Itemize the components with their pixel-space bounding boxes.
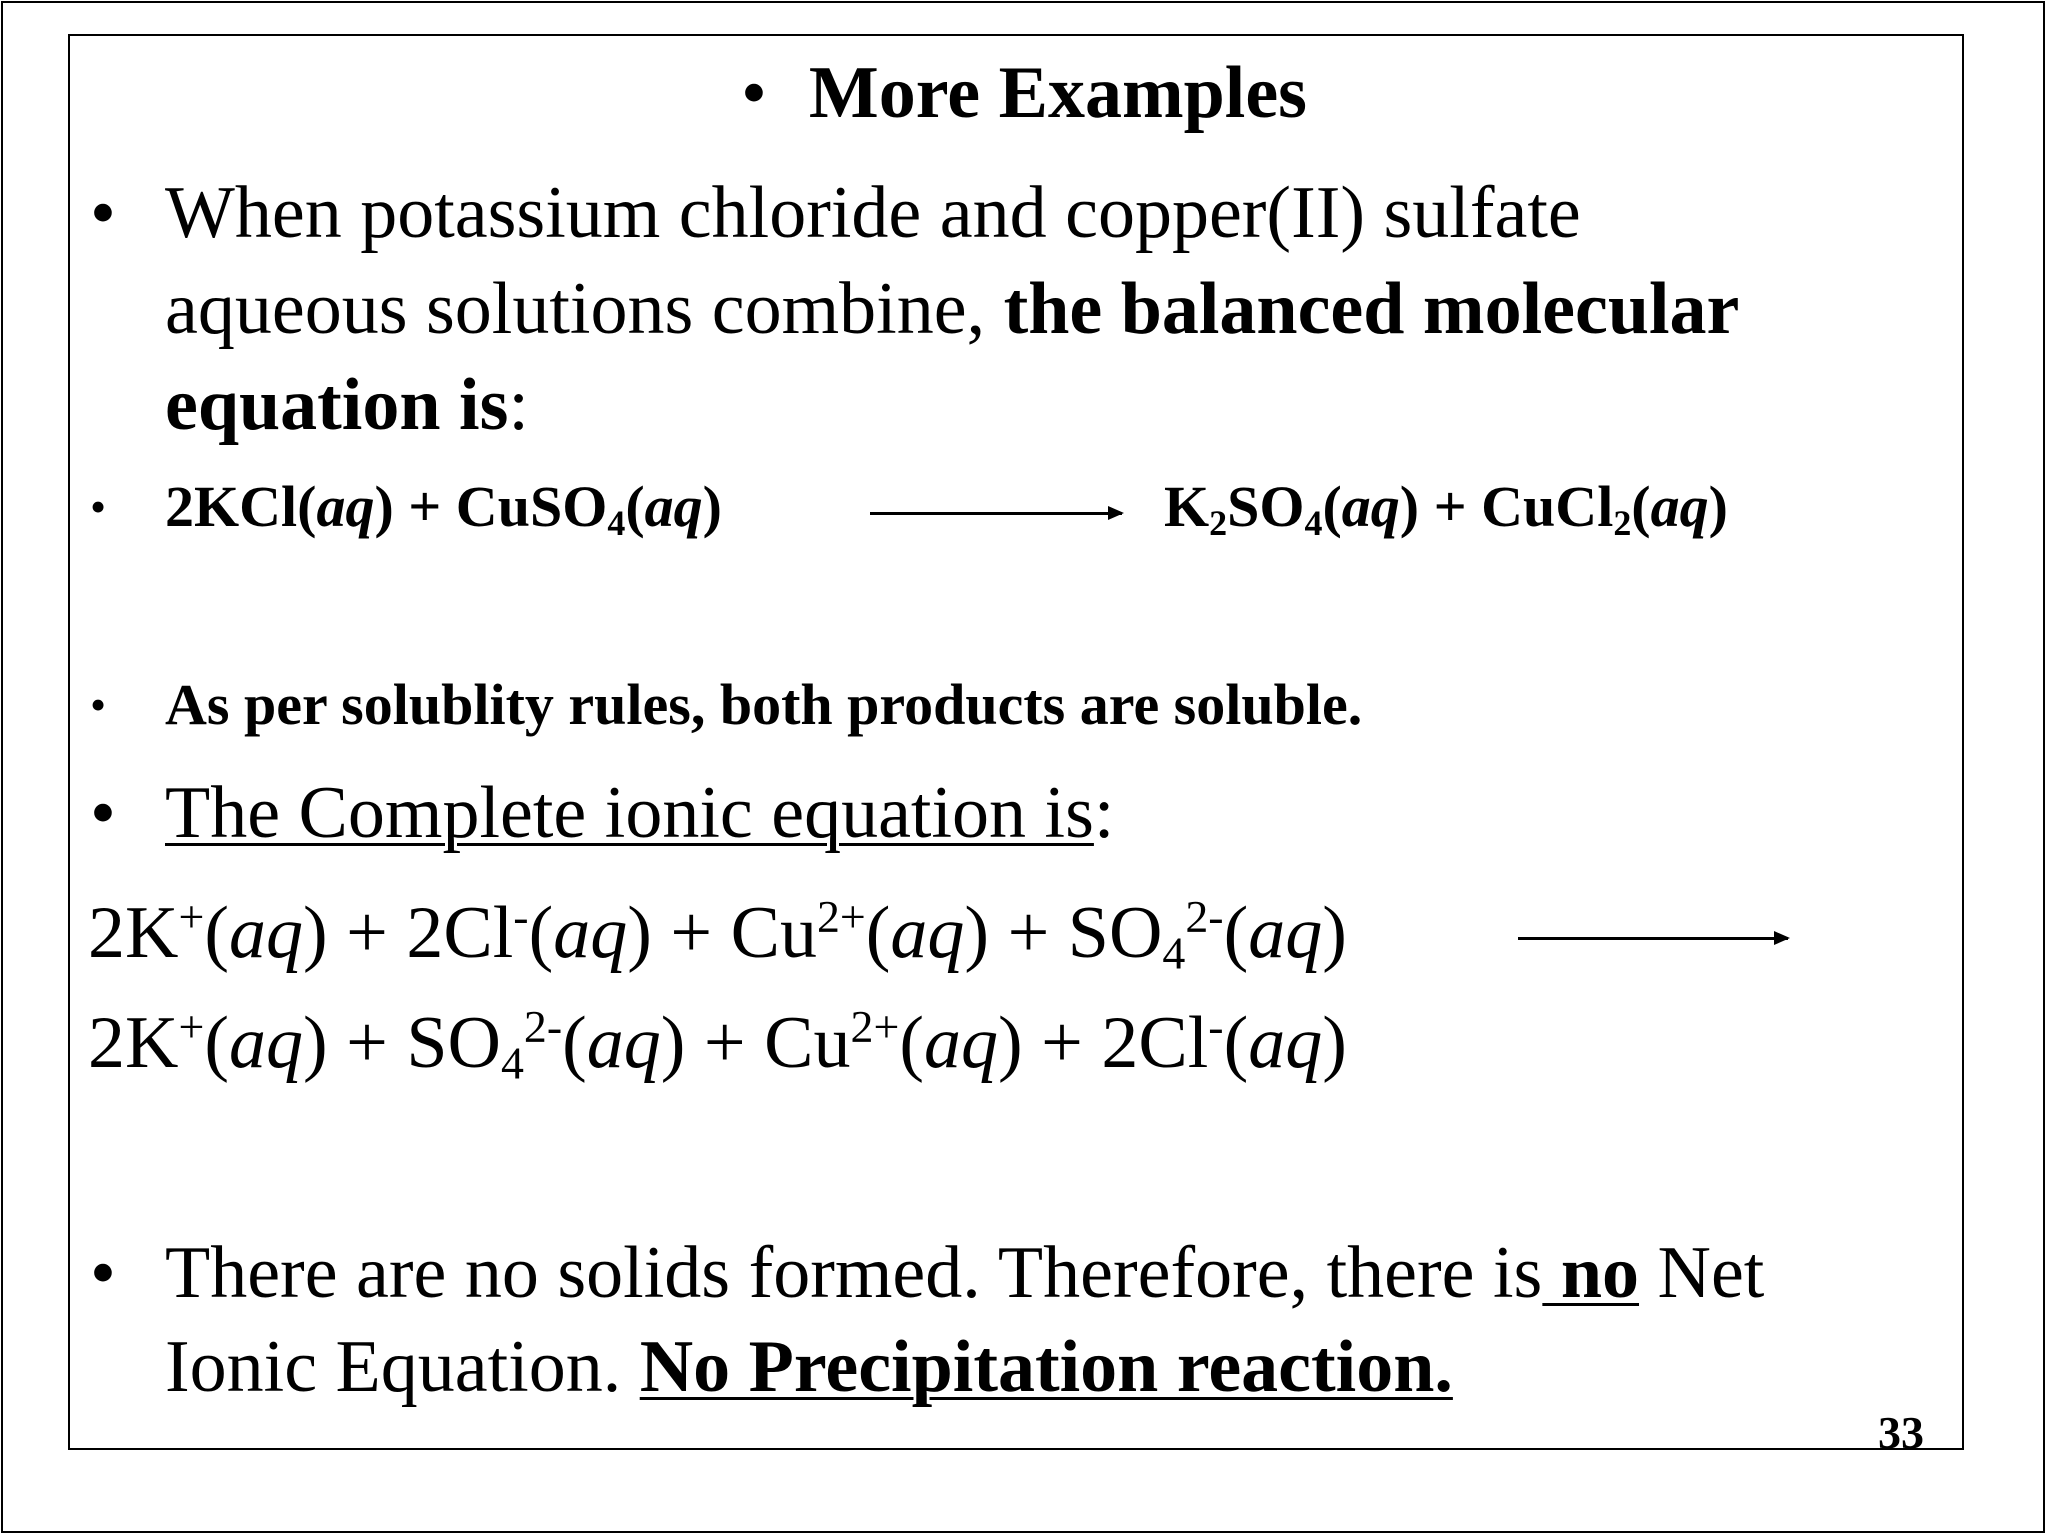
ionic-equation-line-2: $2K^+(aq) + SO_4^{2-}(aq) + Cu^{2+}(aq) + 2Cl^-(aq)$ <box>88 1001 1347 1089</box>
intro-line-1: When potassium chloride and copper(II) sulfate <box>165 172 1581 254</box>
title-bullet: • <box>741 52 767 134</box>
bullet-solubility: • <box>90 679 107 730</box>
bullet-molecular: • <box>90 481 107 532</box>
molecular-products: $K_2SO_4(aq)$ + CuCl$_2$(aq) <box>1164 474 1728 543</box>
slide-title <box>0 52 2048 134</box>
intro-line-2: aqueous solutions combine, the balanced molecular <box>165 268 1740 350</box>
bullet-intro: • <box>90 172 116 254</box>
ionic-arrow <box>1518 937 1788 940</box>
title-text: More Examples <box>808 52 1307 134</box>
solubility-note: As per solublity rules, both products are soluble. <box>165 672 1363 737</box>
page-number: 33 <box>1878 1407 1924 1458</box>
molecular-reactants: 2KCl(aq) + CuSO$_4$(aq) <box>165 474 722 543</box>
intro-line-3: equation is: <box>165 364 529 446</box>
complete-ionic-label: The Complete ionic equation is: <box>165 772 1115 854</box>
bullet-complete-ionic: • <box>90 772 116 854</box>
conclusion-line-1: There are no solids formed. Therefore, there is no Net <box>165 1232 1765 1314</box>
conclusion-line-2: Ionic Equation. No Precipitation reaction. <box>165 1326 1453 1408</box>
bullet-conclusion: • <box>90 1232 116 1314</box>
molecular-arrow <box>870 512 1122 515</box>
ionic-equation-line-1: $2K^+(aq) + 2Cl^-(aq) + Cu^{2+}(aq) + SO_4^{2-}(aq)$ <box>88 891 1347 979</box>
